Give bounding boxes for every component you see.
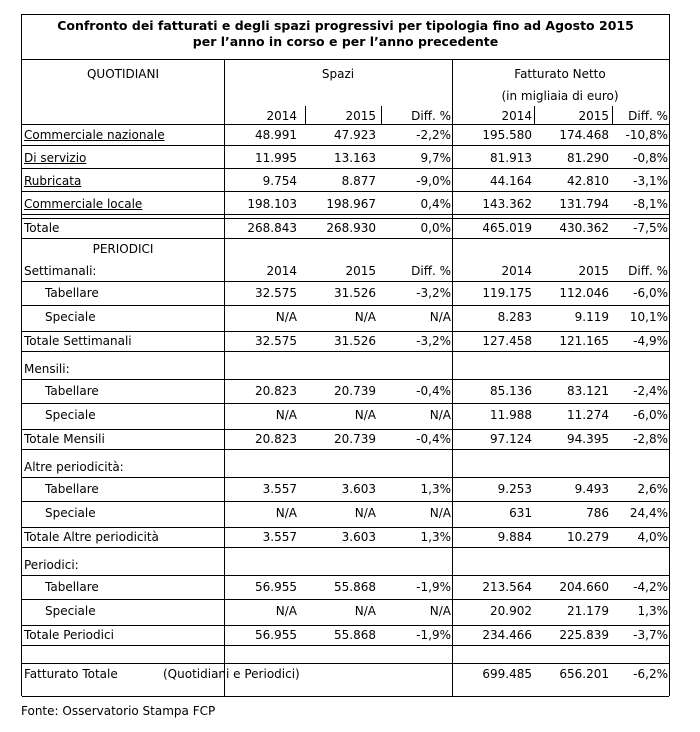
grand-total-label: Fatturato Totale xyxy=(24,667,118,681)
value-fdiff: -0,8% xyxy=(633,151,668,165)
group-total-label: Totale Altre periodicità xyxy=(24,530,159,544)
value-f2015: 9.493 xyxy=(574,482,609,496)
value-s2015: 3.603 xyxy=(341,482,376,496)
group-header-f2014: 2014 xyxy=(501,264,532,278)
year-2015-fatturato: 2015 xyxy=(578,109,609,123)
quotidiani-heading: QUOTIDIANI xyxy=(86,67,160,81)
total-divider xyxy=(22,547,669,548)
value-s2014: 20.823 xyxy=(255,432,297,446)
value-s2015: 31.526 xyxy=(334,334,376,348)
value-s2014: N/A xyxy=(275,506,297,520)
value-s2014: 32.575 xyxy=(255,286,297,300)
value-fdiff: -6,0% xyxy=(633,286,668,300)
value-fdiff: 10,1% xyxy=(629,310,668,324)
value-s2015: 55.868 xyxy=(334,580,376,594)
year-2015-spazi: 2015 xyxy=(345,109,376,123)
grand-total-note: (Quotidiani e Periodici) xyxy=(163,667,300,681)
value-fdiff: -6,2% xyxy=(633,667,668,681)
title-line-2: per l’anno in corso e per l’anno precedente xyxy=(192,34,499,49)
value-f2015: 81.290 xyxy=(567,151,609,165)
group-header-s2014: 2014 xyxy=(266,264,297,278)
row-divider xyxy=(22,145,669,146)
value-f2014: 8.283 xyxy=(497,310,532,324)
value-sdiff: -0,4% xyxy=(416,432,451,446)
row-divider xyxy=(22,214,669,215)
value-s2014: 3.557 xyxy=(262,530,297,544)
value-s2014: 20.823 xyxy=(255,384,297,398)
value-f2014: 20.902 xyxy=(490,604,532,618)
row-label: Tabellare xyxy=(45,580,99,594)
value-f2014: 81.913 xyxy=(490,151,532,165)
value-s2015: N/A xyxy=(354,506,376,520)
row-label: Tabellare xyxy=(45,286,99,300)
value-f2014: 631 xyxy=(509,506,532,520)
value-f2014: 9.253 xyxy=(497,482,532,496)
row-label: Speciale xyxy=(45,506,96,520)
group-label: Settimanali: xyxy=(24,264,97,278)
value-fdiff: 2,6% xyxy=(637,482,668,496)
value-f2014: 143.362 xyxy=(482,197,532,211)
value-sdiff: N/A xyxy=(429,604,451,618)
value-f2014: 195.580 xyxy=(482,128,532,142)
group-label: Mensili: xyxy=(24,362,70,376)
value-s2014: 48.991 xyxy=(255,128,297,142)
value-s2014: N/A xyxy=(275,310,297,324)
value-f2015: 656.201 xyxy=(559,667,609,681)
year-2014-fatturato: 2014 xyxy=(501,109,532,123)
value-s2014: 56.955 xyxy=(255,628,297,642)
value-f2015: 10.279 xyxy=(567,530,609,544)
value-f2015: 42.810 xyxy=(567,174,609,188)
row-divider xyxy=(22,305,669,306)
value-f2015: 83.121 xyxy=(567,384,609,398)
value-sdiff: -3,2% xyxy=(416,286,451,300)
group-total-label: Totale Settimanali xyxy=(24,334,132,348)
value-sdiff: -1,9% xyxy=(416,628,451,642)
source-note: Fonte: Osservatorio Stampa FCP xyxy=(21,704,216,718)
value-sdiff: 0,0% xyxy=(420,221,451,235)
row-label: Speciale xyxy=(45,310,96,324)
report-document xyxy=(21,14,670,718)
row-label: Commerciale nazionale xyxy=(24,128,165,142)
group-divider xyxy=(22,575,669,576)
value-sdiff: -1,9% xyxy=(416,580,451,594)
value-sdiff: 9,7% xyxy=(420,151,451,165)
value-s2015: 13.163 xyxy=(334,151,376,165)
value-f2015: 225.839 xyxy=(559,628,609,642)
value-f2014: 11.988 xyxy=(490,408,532,422)
table-bottom-border xyxy=(22,696,669,697)
value-s2014: 3.557 xyxy=(262,482,297,496)
group-divider xyxy=(22,477,669,478)
value-f2015: 121.165 xyxy=(559,334,609,348)
subcol-divider xyxy=(381,106,382,124)
subcol-divider xyxy=(305,106,306,124)
value-s2015: 268.930 xyxy=(326,221,376,235)
value-fdiff: -3,1% xyxy=(633,174,668,188)
total-divider xyxy=(22,645,669,646)
value-f2014: 44.164 xyxy=(490,174,532,188)
total-divider xyxy=(22,351,669,352)
value-fdiff: -2,8% xyxy=(633,432,668,446)
value-f2015: 94.395 xyxy=(567,432,609,446)
value-fdiff: -4,2% xyxy=(633,580,668,594)
value-fdiff: -4,9% xyxy=(633,334,668,348)
value-s2014: 11.995 xyxy=(255,151,297,165)
row-label: Commerciale locale xyxy=(24,197,143,211)
value-fdiff: -2,4% xyxy=(633,384,668,398)
value-s2015: 20.739 xyxy=(334,432,376,446)
value-f2014: 699.485 xyxy=(482,667,532,681)
value-f2015: 204.660 xyxy=(559,580,609,594)
value-s2015: 20.739 xyxy=(334,384,376,398)
row-divider xyxy=(22,599,669,600)
value-sdiff: N/A xyxy=(429,408,451,422)
value-f2014: 213.564 xyxy=(482,580,532,594)
value-sdiff: 1,3% xyxy=(420,530,451,544)
year-2014-spazi: 2014 xyxy=(266,109,297,123)
value-fdiff: -3,7% xyxy=(633,628,668,642)
value-fdiff: -7,5% xyxy=(633,221,668,235)
value-s2015: N/A xyxy=(354,604,376,618)
value-s2014: N/A xyxy=(275,408,297,422)
value-s2014: 9.754 xyxy=(262,174,297,188)
row-divider xyxy=(22,191,669,192)
fatturato-heading: Fatturato Netto xyxy=(514,67,606,81)
value-fdiff: -8,1% xyxy=(633,197,668,211)
value-f2015: 112.046 xyxy=(559,286,609,300)
value-fdiff: -6,0% xyxy=(633,408,668,422)
value-f2014: 465.019 xyxy=(482,221,532,235)
data-table xyxy=(21,60,670,696)
fatturato-unit: (in migliaia di euro) xyxy=(501,89,619,103)
title-line-1: Confronto dei fatturati e degli spazi progressivi per tipologia fino ad Agosto 2015 xyxy=(57,18,634,33)
value-f2014: 127.458 xyxy=(482,334,532,348)
group-divider xyxy=(22,379,669,380)
value-s2015: 8.877 xyxy=(341,174,376,188)
value-f2015: 131.794 xyxy=(559,197,609,211)
value-sdiff: 0,4% xyxy=(420,197,451,211)
value-s2015: 55.868 xyxy=(334,628,376,642)
value-s2014: 198.103 xyxy=(247,197,297,211)
row-label: Tabellare xyxy=(45,482,99,496)
subcol-divider xyxy=(612,106,613,124)
diff-fatturato: Diff. % xyxy=(628,109,668,123)
value-sdiff: N/A xyxy=(429,506,451,520)
value-fdiff: 4,0% xyxy=(637,530,668,544)
table-title xyxy=(21,14,670,60)
group-header-s2015: 2015 xyxy=(345,264,376,278)
row-label: Speciale xyxy=(45,408,96,422)
subcol-divider xyxy=(534,106,535,124)
group-header-sdiff: Diff. % xyxy=(411,264,451,278)
value-f2014: 119.175 xyxy=(482,286,532,300)
row-label: Speciale xyxy=(45,604,96,618)
periodici-heading: PERIODICI xyxy=(92,242,154,256)
value-f2015: 21.179 xyxy=(567,604,609,618)
group-label: Periodici: xyxy=(24,558,79,572)
value-s2015: 3.603 xyxy=(341,530,376,544)
value-fdiff: 24,4% xyxy=(629,506,668,520)
group-label: Altre periodicità: xyxy=(24,460,124,474)
row-label: Tabellare xyxy=(45,384,99,398)
row-divider xyxy=(22,403,669,404)
group-header-fdiff: Diff. % xyxy=(628,264,668,278)
value-sdiff: -9,0% xyxy=(416,174,451,188)
value-f2015: 9.119 xyxy=(574,310,609,324)
value-f2014: 9.884 xyxy=(497,530,532,544)
value-s2014: 32.575 xyxy=(255,334,297,348)
row-label: Di servizio xyxy=(24,151,87,165)
value-sdiff: -2,2% xyxy=(416,128,451,142)
value-fdiff: -10,8% xyxy=(625,128,668,142)
value-sdiff: 1,3% xyxy=(420,482,451,496)
value-f2015: 174.468 xyxy=(559,128,609,142)
row-divider xyxy=(22,168,669,169)
value-f2014: 85.136 xyxy=(490,384,532,398)
value-s2015: N/A xyxy=(354,310,376,324)
value-s2015: 47.923 xyxy=(334,128,376,142)
value-s2014: N/A xyxy=(275,604,297,618)
value-sdiff: -0,4% xyxy=(416,384,451,398)
row-divider xyxy=(22,501,669,502)
spazi-heading: Spazi xyxy=(321,67,355,81)
value-f2015: 786 xyxy=(586,506,609,520)
value-s2014: 268.843 xyxy=(247,221,297,235)
total-divider xyxy=(22,449,669,450)
value-s2015: 31.526 xyxy=(334,286,376,300)
value-f2014: 234.466 xyxy=(482,628,532,642)
group-header-f2015: 2015 xyxy=(578,264,609,278)
value-f2014: 97.124 xyxy=(490,432,532,446)
value-f2015: 430.362 xyxy=(559,221,609,235)
value-s2015: 198.967 xyxy=(326,197,376,211)
value-sdiff: -3,2% xyxy=(416,334,451,348)
group-total-label: Totale Periodici xyxy=(24,628,114,642)
total-label: Totale xyxy=(24,221,60,235)
group-divider xyxy=(22,281,669,282)
value-s2014: 56.955 xyxy=(255,580,297,594)
value-fdiff: 1,3% xyxy=(637,604,668,618)
group-total-label: Totale Mensili xyxy=(24,432,105,446)
value-sdiff: N/A xyxy=(429,310,451,324)
value-f2015: 11.274 xyxy=(567,408,609,422)
diff-spazi: Diff. % xyxy=(411,109,451,123)
value-s2015: N/A xyxy=(354,408,376,422)
row-label: Rubricata xyxy=(24,174,82,188)
